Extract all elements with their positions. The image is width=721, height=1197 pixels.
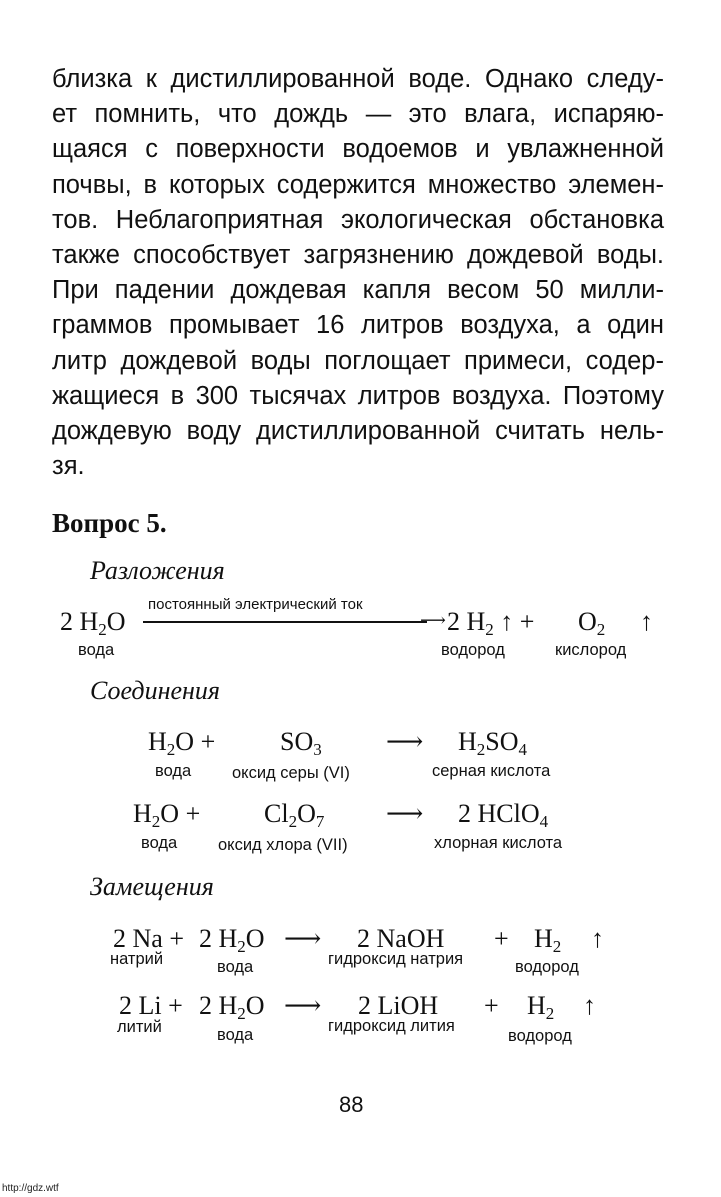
reaction1-product1: 2 $H_2$ ↑ +	[447, 607, 535, 639]
reaction3-reactant2-label: оксид хлора (VII)	[218, 836, 348, 854]
reaction4-plus: +	[494, 924, 509, 953]
watermark-link[interactable]: http://gdz.wtf	[2, 1183, 59, 1194]
paragraph-line: жащиеся в 300 тысячах литров воздуха. Поэтому	[52, 381, 664, 410]
reaction3-product-label: хлорная кислота	[434, 834, 563, 852]
reaction4-product1: 2 NaOH	[357, 924, 445, 953]
reaction3-product: 2 HClO$_4$	[458, 799, 549, 831]
paragraph-line: щаяся с поверхности водоемов и увлажненной	[52, 135, 664, 164]
reaction1-arrow-line	[143, 621, 427, 623]
paragraph-line: граммов промывает 16 литров воздуха, а один	[52, 311, 664, 340]
paragraph-line: зя.	[52, 452, 85, 481]
reaction4-reactant2-label: вода	[217, 958, 254, 976]
reaction2-reactant1-label: вода	[155, 762, 192, 780]
page-number: 88	[339, 1092, 364, 1117]
reaction5-reactant2-label: вода	[217, 1026, 254, 1044]
reaction4-product2: $H_2$	[534, 924, 562, 956]
paragraph-line: почвы, в которых содержится множество элемен-	[52, 170, 664, 199]
section-decomposition: Разложения	[90, 556, 225, 585]
reaction3-arrow: ⟶	[386, 799, 424, 828]
reaction2-product-label: серная кислота	[432, 762, 551, 780]
reaction4-reactant2: 2 $H_2O$	[199, 924, 265, 956]
reaction4-product2-label: водород	[515, 958, 579, 976]
section-combination: Соединения	[90, 676, 220, 705]
body-paragraph	[52, 62, 664, 484]
reaction4-arrow: ⟶	[284, 924, 322, 953]
reaction5-reactant1-label: литий	[117, 1018, 162, 1036]
reaction5-product2: $H_2$	[527, 991, 555, 1023]
reaction5-arrow: ⟶	[284, 991, 322, 1020]
up-arrow-icon: ↑	[640, 607, 653, 636]
reaction3-reactant1: $H_2O$ +	[133, 799, 201, 831]
reaction2-arrow: ⟶	[386, 727, 424, 756]
reaction5-reactant1: 2 Li +	[119, 991, 183, 1020]
reaction1-reactant: 2 $H_2O$	[60, 607, 126, 639]
paragraph-line: При падении дождевая капля весом 50 милли-	[52, 276, 664, 305]
reaction5-product1-label: гидроксид лития	[328, 1017, 455, 1035]
paragraph-line: близка к дистиллированной воде. Однако следу-	[52, 65, 664, 93]
reaction2-product: $H_2SO_4$	[458, 727, 528, 759]
reaction5-reactant2: 2 $H_2O$	[199, 991, 265, 1023]
reaction2-reactant2: $SO_3$	[280, 727, 322, 759]
reaction4-product1-label: гидроксид натрия	[328, 950, 464, 968]
paragraph-line: ет помнить, что дождь — это влага, испаряю-	[52, 100, 664, 129]
reaction1-condition: постоянный электрический ток	[148, 596, 363, 613]
paragraph-line: литр дождевой воды поглощает примеси, содер-	[52, 346, 664, 375]
paragraph-line: тов. Неблагоприятная экологическая обстановка	[52, 205, 664, 234]
reaction5-product1: 2 LiOH	[358, 991, 439, 1020]
reaction3-reactant1-label: вода	[141, 834, 178, 852]
reaction1-product2-label: кислород	[555, 641, 627, 659]
reaction1-product1-label: водород	[441, 641, 505, 659]
reaction2-reactant1: $H_2O$ +	[148, 727, 216, 759]
reaction3-reactant2: $Cl_2O_7$	[264, 799, 325, 831]
up-arrow-icon: ↑	[500, 607, 514, 636]
up-arrow-icon: ↑	[583, 991, 596, 1020]
reaction1-reactant-label: вода	[78, 641, 115, 659]
reaction1-product2: $O_2$	[578, 607, 606, 639]
reaction4-reactant1: 2 Na +	[113, 924, 184, 953]
reaction5-product2-label: водород	[508, 1027, 572, 1045]
reaction2-reactant2-label: оксид серы (VI)	[232, 764, 350, 782]
reaction1-arrow-head: ⟶	[420, 610, 446, 630]
up-arrow-icon: ↑	[591, 924, 604, 953]
question-title: Вопрос 5.	[52, 508, 167, 538]
paragraph-line: также способствует загрязнению дождевой воды.	[52, 241, 664, 270]
reaction4-reactant1-label: натрий	[110, 950, 164, 968]
section-substitution: Замещения	[90, 872, 214, 901]
paragraph-line: дождевую воду дистиллированной считать нель-	[52, 417, 664, 446]
reaction5-plus: +	[484, 991, 499, 1020]
